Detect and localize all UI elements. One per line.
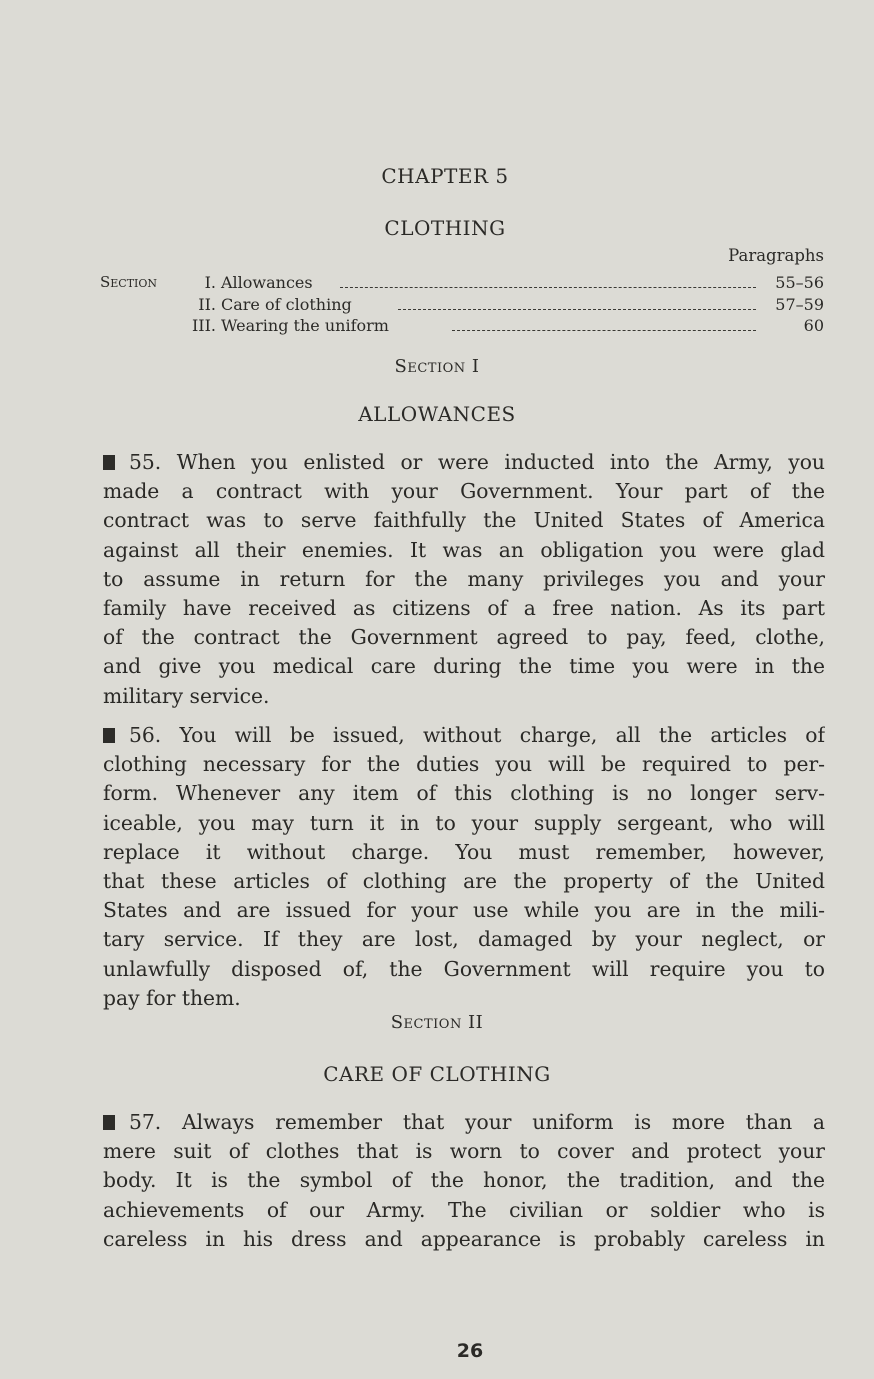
text-line: body. It is the symbol of the honor, the tradition, and the [103,1168,825,1193]
toc-numeral: I. [204,273,216,292]
text-line: careless in his dress and appearance is probably careless in [103,1226,825,1251]
text-line: iceable, you may turn it in to your supply sergeant, who will [103,810,825,835]
toc-numeral: III. [191,316,216,335]
paragraph-marker-icon [103,455,115,470]
section-title: ALLOWANCES [358,402,516,426]
text-line: States and are issued for your use while you are in the mili- [103,898,825,923]
text-line: to assume in return for the many privileges you and your [103,566,825,591]
text-line: of the contract the Government agreed to pay, feed, clothe, [103,625,825,650]
chapter-title: CLOTHING [384,216,506,240]
paragraph-marker-icon [103,728,115,743]
toc-leader [398,309,756,310]
table-of-contents [100,272,824,337]
toc-label: Wearing the uniform [221,316,389,335]
text-line: family have received as citizens of a free nation. As its part [103,595,825,620]
section-title: CARE OF CLOTHING [323,1062,551,1086]
text-line: military service. [103,683,270,708]
toc-numeral: II. [198,294,216,314]
toc-pages: 60 [803,316,824,335]
text-line: form. Whenever any item of this clothing is no longer serv- [103,781,825,806]
text-line: 57. Always remember that your uniform is more than a [103,1108,825,1137]
text-line: and give you medical care during the time you were in the [103,654,825,679]
text-line: pay for them. [103,985,241,1010]
contents-heading: Paragraphs [728,246,824,265]
toc-pages: 55–56 [775,273,824,292]
paragraph-56 [103,721,825,1013]
paragraph-57 [103,1108,825,1254]
page-number: 26 [456,1340,484,1362]
text-line: against all their enemies. It was an obligation you were glad [103,537,825,562]
text-line: achievements of our Army. The civilian or soldier who is [103,1197,825,1222]
text-line: tary service. If they are lost, damaged by your neglect, or [103,927,825,952]
paragraph-marker-icon [103,1115,115,1130]
toc-leader [452,330,756,331]
text-line: unlawfully disposed of, the Government will require you to [103,956,825,981]
toc-label: Care of clothing [221,294,352,314]
text-line: contract was to serve faithfully the United States of America [103,508,825,533]
toc-leader [340,287,756,288]
toc-label: Allowances [221,273,313,292]
chapter-label: CHAPTER 5 [381,164,509,188]
text-line: mere suit of clothes that is worn to cover and protect your [103,1139,825,1164]
text-line: that these articles of clothing are the property of the United [103,868,825,893]
toc-pages: 57–59 [775,294,824,314]
toc-section-word: Section [100,273,158,291]
section-heading: Section II [390,1012,484,1033]
section-heading: Section I [394,356,480,377]
paragraph-55 [103,448,825,711]
toc-row [100,272,824,294]
text-line: made a contract with your Government. Your part of the [103,479,825,504]
toc-row [100,294,824,316]
toc-row [100,315,824,337]
text-line: replace it without charge. You must remember, however, [103,839,825,864]
text-line: clothing necessary for the duties you will be required to per- [103,752,825,777]
text-line: 55. When you enlisted or were inducted into the Army, you [103,448,825,477]
text-line: 56. You will be issued, without charge, all the articles of [103,721,825,750]
